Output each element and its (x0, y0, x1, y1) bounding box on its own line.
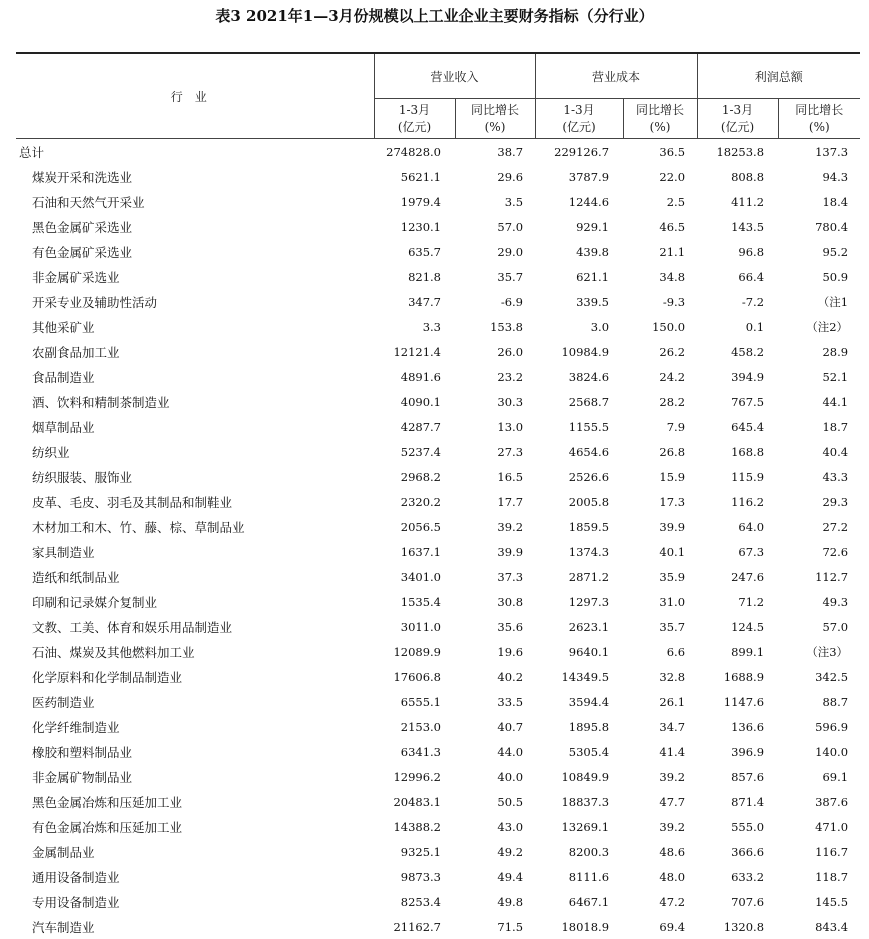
revenue-growth: 40.7 (455, 714, 535, 739)
table-row (16, 839, 860, 864)
profit-value: 96.8 (697, 239, 778, 264)
profit-growth: 18.7 (778, 414, 860, 439)
cost-value: 4654.6 (535, 439, 623, 464)
industry-name: 化学纤维制造业 (16, 714, 374, 739)
table-row (16, 264, 860, 289)
table-row (16, 789, 860, 814)
revenue-value: 274828.0 (374, 139, 455, 165)
profit-value: 767.5 (697, 389, 778, 414)
revenue-growth: 17.7 (455, 489, 535, 514)
table-row (16, 689, 860, 714)
cost-growth: 47.7 (623, 789, 697, 814)
cost-growth: 26.8 (623, 439, 697, 464)
table-row (16, 339, 860, 364)
revenue-growth: 19.6 (455, 639, 535, 664)
revenue-value: 8253.4 (374, 889, 455, 914)
cost-growth: 39.2 (623, 764, 697, 789)
profit-growth: 50.9 (778, 264, 860, 289)
profit-growth: 40.4 (778, 439, 860, 464)
revenue-growth: 38.7 (455, 139, 535, 165)
revenue-value: 3011.0 (374, 614, 455, 639)
header-profit: 利润总额 (697, 54, 860, 99)
cost-value: 2005.8 (535, 489, 623, 514)
industry-name: 纺织业 (16, 439, 374, 464)
industry-name: 黑色金属矿采选业 (16, 214, 374, 239)
profit-growth: （注3） (778, 639, 860, 664)
cost-growth: 39.2 (623, 814, 697, 839)
revenue-growth: 57.0 (455, 214, 535, 239)
profit-growth: 140.0 (778, 739, 860, 764)
revenue-growth: 29.6 (455, 164, 535, 189)
revenue-growth: 35.7 (455, 264, 535, 289)
revenue-value: 9873.3 (374, 864, 455, 889)
table-row (16, 164, 860, 189)
cost-value: 1895.8 (535, 714, 623, 739)
profit-growth: 28.9 (778, 339, 860, 364)
cost-value: 2568.7 (535, 389, 623, 414)
table-row (16, 764, 860, 789)
cost-growth: 46.5 (623, 214, 697, 239)
profit-value: 366.6 (697, 839, 778, 864)
revenue-value: 20483.1 (374, 789, 455, 814)
table-row (16, 614, 860, 639)
cost-value: 1297.3 (535, 589, 623, 614)
cost-value: 10849.9 (535, 764, 623, 789)
table-row (16, 714, 860, 739)
financial-indicators-table (16, 54, 860, 939)
cost-value: 18018.9 (535, 914, 623, 939)
profit-growth: （注1 (778, 289, 860, 314)
revenue-growth: 29.0 (455, 239, 535, 264)
cost-growth: 26.2 (623, 339, 697, 364)
industry-name: 造纸和纸制品业 (16, 564, 374, 589)
revenue-value: 4090.1 (374, 389, 455, 414)
revenue-value: 3.3 (374, 314, 455, 339)
industry-name: 酒、饮料和精制茶制造业 (16, 389, 374, 414)
cost-growth: 39.9 (623, 514, 697, 539)
revenue-growth: 71.5 (455, 914, 535, 939)
table-row (16, 439, 860, 464)
cost-value: 439.8 (535, 239, 623, 264)
industry-name: 开采专业及辅助性活动 (16, 289, 374, 314)
industry-name: 黑色金属冶炼和压延加工业 (16, 789, 374, 814)
cost-value: 10984.9 (535, 339, 623, 364)
header-industry: 行业 (16, 54, 374, 139)
industry-name: 总计 (16, 139, 374, 165)
profit-growth: 69.1 (778, 764, 860, 789)
industry-name: 石油、煤炭及其他燃料加工业 (16, 639, 374, 664)
cost-value: 1244.6 (535, 189, 623, 214)
cost-growth: -9.3 (623, 289, 697, 314)
table-row (16, 464, 860, 489)
cost-growth: 7.9 (623, 414, 697, 439)
table-row (16, 564, 860, 589)
industry-name: 通用设备制造业 (16, 864, 374, 889)
revenue-value: 4287.7 (374, 414, 455, 439)
cost-value: 2871.2 (535, 564, 623, 589)
profit-growth: 596.9 (778, 714, 860, 739)
profit-value: 458.2 (697, 339, 778, 364)
revenue-growth: 26.0 (455, 339, 535, 364)
cost-growth: 35.7 (623, 614, 697, 639)
cost-value: 6467.1 (535, 889, 623, 914)
cost-growth: 6.6 (623, 639, 697, 664)
revenue-value: 2153.0 (374, 714, 455, 739)
profit-value: 115.9 (697, 464, 778, 489)
cost-growth: 41.4 (623, 739, 697, 764)
cost-value: 339.5 (535, 289, 623, 314)
table-row (16, 814, 860, 839)
revenue-value: 12996.2 (374, 764, 455, 789)
revenue-growth: 40.0 (455, 764, 535, 789)
industry-name: 皮革、毛皮、羽毛及其制品和制鞋业 (16, 489, 374, 514)
table-body (16, 139, 860, 939)
cost-growth: 47.2 (623, 889, 697, 914)
profit-value: 1147.6 (697, 689, 778, 714)
profit-value: 396.9 (697, 739, 778, 764)
header-cost-growth: 同比增长 (%) (623, 99, 697, 139)
revenue-value: 2320.2 (374, 489, 455, 514)
cost-value: 621.1 (535, 264, 623, 289)
profit-growth: 471.0 (778, 814, 860, 839)
revenue-growth: 35.6 (455, 614, 535, 639)
cost-growth: 34.8 (623, 264, 697, 289)
table-title: 表3 2021年1—3月份规模以上工业企业主要财务指标（分行业） (0, 6, 869, 26)
industry-name: 农副食品加工业 (16, 339, 374, 364)
profit-growth: 95.2 (778, 239, 860, 264)
profit-growth: 29.3 (778, 489, 860, 514)
revenue-growth: 153.8 (455, 314, 535, 339)
header-profit-amount: 1-3月 (亿元) (697, 99, 778, 139)
header-profit-growth: 同比增长 (%) (778, 99, 860, 139)
revenue-growth: 13.0 (455, 414, 535, 439)
revenue-value: 821.8 (374, 264, 455, 289)
revenue-value: 1637.1 (374, 539, 455, 564)
revenue-value: 1979.4 (374, 189, 455, 214)
revenue-value: 5237.4 (374, 439, 455, 464)
revenue-value: 21162.7 (374, 914, 455, 939)
profit-growth: 44.1 (778, 389, 860, 414)
industry-name: 文教、工美、体育和娱乐用品制造业 (16, 614, 374, 639)
profit-growth: 137.3 (778, 139, 860, 165)
industry-name: 烟草制品业 (16, 414, 374, 439)
profit-value: 394.9 (697, 364, 778, 389)
table-row (16, 389, 860, 414)
table-row (16, 414, 860, 439)
profit-growth: 780.4 (778, 214, 860, 239)
profit-growth: 18.4 (778, 189, 860, 214)
header-revenue-growth: 同比增长 (%) (455, 99, 535, 139)
cost-value: 1859.5 (535, 514, 623, 539)
profit-value: 707.6 (697, 889, 778, 914)
revenue-value: 2056.5 (374, 514, 455, 539)
industry-name: 印刷和记录媒介复制业 (16, 589, 374, 614)
industry-name: 煤炭开采和洗选业 (16, 164, 374, 189)
revenue-growth: 23.2 (455, 364, 535, 389)
profit-growth: （注2） (778, 314, 860, 339)
industry-name: 汽车制造业 (16, 914, 374, 939)
profit-growth: 342.5 (778, 664, 860, 689)
cost-growth: 24.2 (623, 364, 697, 389)
revenue-growth: 39.9 (455, 539, 535, 564)
industry-name: 橡胶和塑料制品业 (16, 739, 374, 764)
industry-name: 有色金属矿采选业 (16, 239, 374, 264)
table-row (16, 214, 860, 239)
cost-growth: 21.1 (623, 239, 697, 264)
industry-name: 化学原料和化学制品制造业 (16, 664, 374, 689)
profit-value: 124.5 (697, 614, 778, 639)
cost-growth: 48.0 (623, 864, 697, 889)
revenue-growth: 50.5 (455, 789, 535, 814)
profit-value: 633.2 (697, 864, 778, 889)
revenue-growth: 44.0 (455, 739, 535, 764)
revenue-growth: 49.8 (455, 889, 535, 914)
revenue-value: 4891.6 (374, 364, 455, 389)
cost-value: 13269.1 (535, 814, 623, 839)
profit-value: 411.2 (697, 189, 778, 214)
cost-growth: 2.5 (623, 189, 697, 214)
cost-value: 2526.6 (535, 464, 623, 489)
table-row (16, 189, 860, 214)
profit-value: 0.1 (697, 314, 778, 339)
cost-value: 8200.3 (535, 839, 623, 864)
revenue-value: 9325.1 (374, 839, 455, 864)
cost-growth: 26.1 (623, 689, 697, 714)
cost-value: 18837.3 (535, 789, 623, 814)
profit-value: -7.2 (697, 289, 778, 314)
profit-growth: 387.6 (778, 789, 860, 814)
profit-value: 645.4 (697, 414, 778, 439)
cost-value: 229126.7 (535, 139, 623, 165)
header-cost-amount: 1-3月 (亿元) (535, 99, 623, 139)
revenue-growth: 37.3 (455, 564, 535, 589)
table-row (16, 589, 860, 614)
table-row (16, 639, 860, 664)
table-row (16, 739, 860, 764)
industry-name: 石油和天然气开采业 (16, 189, 374, 214)
profit-value: 116.2 (697, 489, 778, 514)
cost-value: 1155.5 (535, 414, 623, 439)
profit-value: 247.6 (697, 564, 778, 589)
revenue-value: 12089.9 (374, 639, 455, 664)
profit-growth: 52.1 (778, 364, 860, 389)
cost-value: 3.0 (535, 314, 623, 339)
profit-value: 808.8 (697, 164, 778, 189)
profit-growth: 43.3 (778, 464, 860, 489)
cost-value: 3824.6 (535, 364, 623, 389)
profit-value: 143.5 (697, 214, 778, 239)
revenue-growth: 16.5 (455, 464, 535, 489)
revenue-value: 6341.3 (374, 739, 455, 764)
profit-growth: 843.4 (778, 914, 860, 939)
profit-value: 168.8 (697, 439, 778, 464)
table-row (16, 364, 860, 389)
profit-growth: 118.7 (778, 864, 860, 889)
cost-value: 929.1 (535, 214, 623, 239)
revenue-value: 6555.1 (374, 689, 455, 714)
profit-value: 555.0 (697, 814, 778, 839)
profit-growth: 57.0 (778, 614, 860, 639)
profit-value: 899.1 (697, 639, 778, 664)
cost-value: 3594.4 (535, 689, 623, 714)
industry-name: 医药制造业 (16, 689, 374, 714)
table-row (16, 239, 860, 264)
cost-growth: 15.9 (623, 464, 697, 489)
revenue-growth: 43.0 (455, 814, 535, 839)
revenue-value: 1230.1 (374, 214, 455, 239)
revenue-value: 347.7 (374, 289, 455, 314)
table-row (16, 289, 860, 314)
industry-name: 纺织服装、服饰业 (16, 464, 374, 489)
profit-growth: 112.7 (778, 564, 860, 589)
profit-value: 64.0 (697, 514, 778, 539)
industry-name: 金属制品业 (16, 839, 374, 864)
cost-growth: 36.5 (623, 139, 697, 165)
profit-value: 66.4 (697, 264, 778, 289)
revenue-value: 12121.4 (374, 339, 455, 364)
profit-value: 857.6 (697, 764, 778, 789)
profit-value: 18253.8 (697, 139, 778, 165)
revenue-growth: -6.9 (455, 289, 535, 314)
revenue-growth: 33.5 (455, 689, 535, 714)
industry-name: 其他采矿业 (16, 314, 374, 339)
revenue-value: 14388.2 (374, 814, 455, 839)
header-cost: 营业成本 (535, 54, 697, 99)
revenue-growth: 49.2 (455, 839, 535, 864)
revenue-value: 1535.4 (374, 589, 455, 614)
table-row (16, 539, 860, 564)
header-revenue-amount: 1-3月 (亿元) (374, 99, 455, 139)
table-row (16, 864, 860, 889)
table-row (16, 914, 860, 939)
cost-value: 5305.4 (535, 739, 623, 764)
cost-value: 2623.1 (535, 614, 623, 639)
profit-value: 67.3 (697, 539, 778, 564)
cost-growth: 69.4 (623, 914, 697, 939)
table-row (16, 489, 860, 514)
industry-name: 食品制造业 (16, 364, 374, 389)
cost-growth: 48.6 (623, 839, 697, 864)
table-row (16, 889, 860, 914)
profit-growth: 94.3 (778, 164, 860, 189)
revenue-value: 5621.1 (374, 164, 455, 189)
revenue-growth: 49.4 (455, 864, 535, 889)
cost-growth: 40.1 (623, 539, 697, 564)
cost-value: 3787.9 (535, 164, 623, 189)
cost-growth: 31.0 (623, 589, 697, 614)
industry-name: 木材加工和木、竹、藤、棕、草制品业 (16, 514, 374, 539)
profit-value: 1320.8 (697, 914, 778, 939)
profit-growth: 145.5 (778, 889, 860, 914)
cost-value: 1374.3 (535, 539, 623, 564)
revenue-growth: 27.3 (455, 439, 535, 464)
table-row-total (16, 139, 860, 165)
profit-growth: 72.6 (778, 539, 860, 564)
profit-growth: 116.7 (778, 839, 860, 864)
table-row (16, 314, 860, 339)
profit-value: 1688.9 (697, 664, 778, 689)
table-header (16, 54, 860, 139)
table-row (16, 664, 860, 689)
profit-growth: 88.7 (778, 689, 860, 714)
revenue-value: 635.7 (374, 239, 455, 264)
revenue-growth: 30.8 (455, 589, 535, 614)
profit-growth: 27.2 (778, 514, 860, 539)
cost-growth: 34.7 (623, 714, 697, 739)
profit-value: 871.4 (697, 789, 778, 814)
industry-name: 家具制造业 (16, 539, 374, 564)
revenue-value: 3401.0 (374, 564, 455, 589)
profit-growth: 49.3 (778, 589, 860, 614)
cost-value: 14349.5 (535, 664, 623, 689)
profit-value: 71.2 (697, 589, 778, 614)
cost-value: 9640.1 (535, 639, 623, 664)
cost-growth: 28.2 (623, 389, 697, 414)
cost-growth: 32.8 (623, 664, 697, 689)
revenue-value: 2968.2 (374, 464, 455, 489)
revenue-value: 17606.8 (374, 664, 455, 689)
cost-growth: 150.0 (623, 314, 697, 339)
cost-growth: 17.3 (623, 489, 697, 514)
header-revenue: 营业收入 (374, 54, 535, 99)
industry-name: 非金属矿采选业 (16, 264, 374, 289)
cost-value: 8111.6 (535, 864, 623, 889)
revenue-growth: 3.5 (455, 189, 535, 214)
table-row (16, 514, 860, 539)
profit-value: 136.6 (697, 714, 778, 739)
cost-growth: 22.0 (623, 164, 697, 189)
cost-growth: 35.9 (623, 564, 697, 589)
revenue-growth: 30.3 (455, 389, 535, 414)
revenue-growth: 39.2 (455, 514, 535, 539)
industry-name: 有色金属冶炼和压延加工业 (16, 814, 374, 839)
industry-name: 非金属矿物制品业 (16, 764, 374, 789)
revenue-growth: 40.2 (455, 664, 535, 689)
industry-name: 专用设备制造业 (16, 889, 374, 914)
